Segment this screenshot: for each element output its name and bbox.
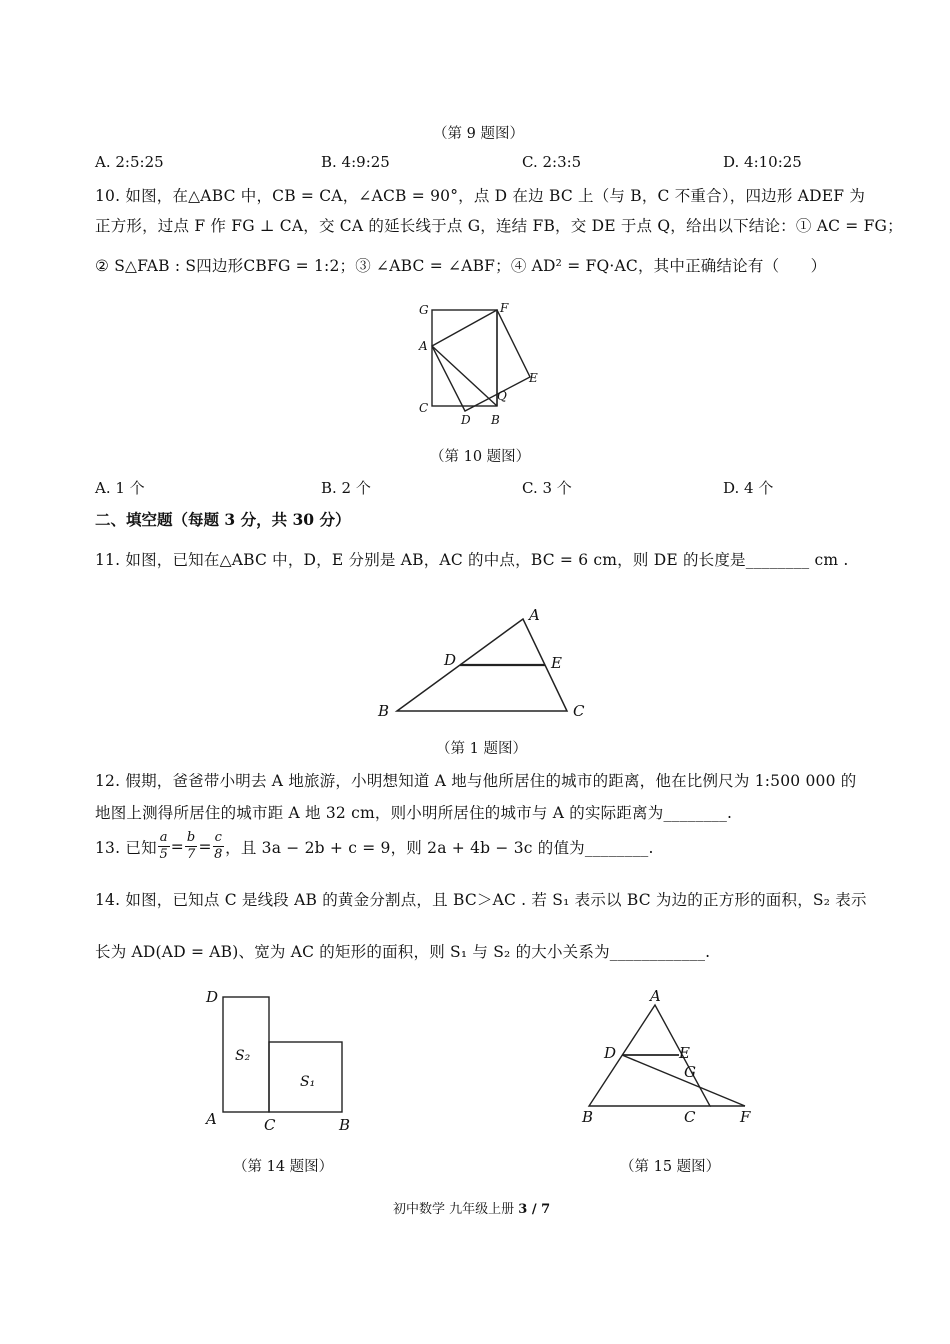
q15-label-d: D [604, 1044, 617, 1062]
page-footer [393, 1198, 550, 1217]
q13-prefix: 13. 已知 [95, 838, 157, 857]
q10-label-q: Q [497, 389, 507, 403]
q10-rectangle-cbfg [432, 310, 497, 406]
q14-line1: 14. 如图，已知点 C 是线段 AB 的黄金分割点，且 BC＞AC . 若 S₁ 表示以 BC 为边的正方形的面积，S₂ 表示 [95, 891, 867, 909]
q15-figure [572, 982, 772, 1130]
q11-label-b: B [378, 702, 390, 720]
q11-label-c: C [573, 702, 585, 720]
q14-caption: （第 14 题图） [233, 1159, 334, 1175]
q10-label-e: E [529, 371, 538, 385]
q10-segment-ab [432, 346, 497, 406]
q10-line2: 正方形，过点 F 作 FG ⊥ CA，交 CA 的延长线于点 G，连结 FB，交 DE 于点 Q，给出以下结论：① AC = FG； [95, 217, 903, 235]
q9-option-b: B. 4:9:25 [321, 153, 390, 171]
q12-line1: 12. 假期，爸爸带小明去 A 地旅游，小明想知道 A 地与他所居住的城市的距离，他在比例尺为 1:500 000 的 [95, 772, 857, 790]
q15-label-f: F [740, 1108, 751, 1126]
q10-figure [405, 298, 555, 433]
q15-label-e: E [679, 1044, 690, 1062]
q10-option-a: A. 1 个 [95, 479, 145, 497]
q14-label-a: A [206, 1110, 217, 1128]
q10-label-g: G [419, 303, 429, 317]
q10-line3: ② S△FAB : S四边形CBFG = 1:2；③ ∠ABC = ∠ABF；④ AD² = FQ·AC，其中正确结论有（ ） [95, 257, 827, 275]
q13-fraction-c: $\frac{c}{8}$ [214, 830, 223, 862]
footer-text: 初中数学 九年级上册 [393, 1202, 515, 1217]
q9-option-d: D. 4:10:25 [723, 153, 802, 171]
q13-fraction-a: $\frac{a}{5}$ [159, 830, 168, 862]
page-number: 3 / 7 [518, 1202, 551, 1217]
q14-line2: 长为 AD(AD = AB)、宽为 AC 的矩形的面积，则 S₁ 与 S₂ 的大小关系为____________. [95, 943, 711, 961]
q15-label-g: G [684, 1063, 696, 1081]
q10-label-b: B [491, 413, 500, 427]
q14-label-s2: S₂ [235, 1048, 251, 1064]
q11-label-e: E [551, 654, 562, 672]
q11-label-d: D [444, 651, 457, 669]
q9-option-a: A. 2:5:25 [95, 153, 164, 171]
q10-option-c: C. 3 个 [522, 479, 572, 497]
q11-caption: （第 1 题图） [436, 741, 527, 757]
q15-label-b: B [582, 1108, 594, 1126]
q10-label-c: C [419, 401, 429, 415]
q14-label-b: B [339, 1116, 351, 1134]
q14-label-d: D [206, 988, 219, 1006]
q10-label-d: D [461, 413, 471, 427]
q15-label-a: A [650, 987, 661, 1005]
q9-option-c: C. 2:3:5 [522, 153, 582, 171]
q13-text: 13. 已知 $\frac{a}{5}$ = $\frac{b}{7}$ = $\frac{c}{8}$ ，且 3a − 2b + c = 9，则 2a + 4b − 3c 的值为________. [95, 830, 654, 862]
q10-option-d: D. 4 个 [723, 479, 774, 497]
q14-label-c: C [264, 1116, 276, 1134]
q11-text: 11. 如图，已知在△ABC 中，D，E 分别是 AB，AC 的中点，BC = 6 cm，则 DE 的长度是________ cm . [95, 551, 849, 569]
q14-label-s1: S₁ [300, 1074, 316, 1090]
q11-figure [372, 600, 602, 725]
q10-label-a: A [419, 339, 428, 353]
q15-label-c: C [684, 1108, 696, 1126]
q10-option-b: B. 2 个 [321, 479, 371, 497]
q14-figure [198, 982, 368, 1137]
q12-line2: 地图上测得所居住的城市距 A 地 32 cm，则小明所居住的城市与 A 的实际距离为________. [95, 804, 733, 822]
q10-caption: （第 10 题图） [430, 449, 531, 465]
q13-fraction-b: $\frac{b}{7}$ [186, 830, 196, 862]
q11-label-a: A [529, 606, 540, 624]
q9-caption: （第 9 题图） [433, 126, 524, 142]
q10-line1: 10. 如图，在△ABC 中，CB = CA，∠ACB = 90°，点 D 在边 BC 上（与 B，C 不重合），四边形 ADEF 为 [95, 187, 866, 205]
q10-label-f: F [500, 301, 509, 315]
q13-suffix: ，且 3a − 2b + c = 9，则 2a + 4b − 3c 的值为________. [225, 838, 654, 857]
q15-caption: （第 15 题图） [620, 1159, 721, 1175]
section-title: 二、填空题（每题 3 分，共 30 分） [95, 510, 351, 529]
